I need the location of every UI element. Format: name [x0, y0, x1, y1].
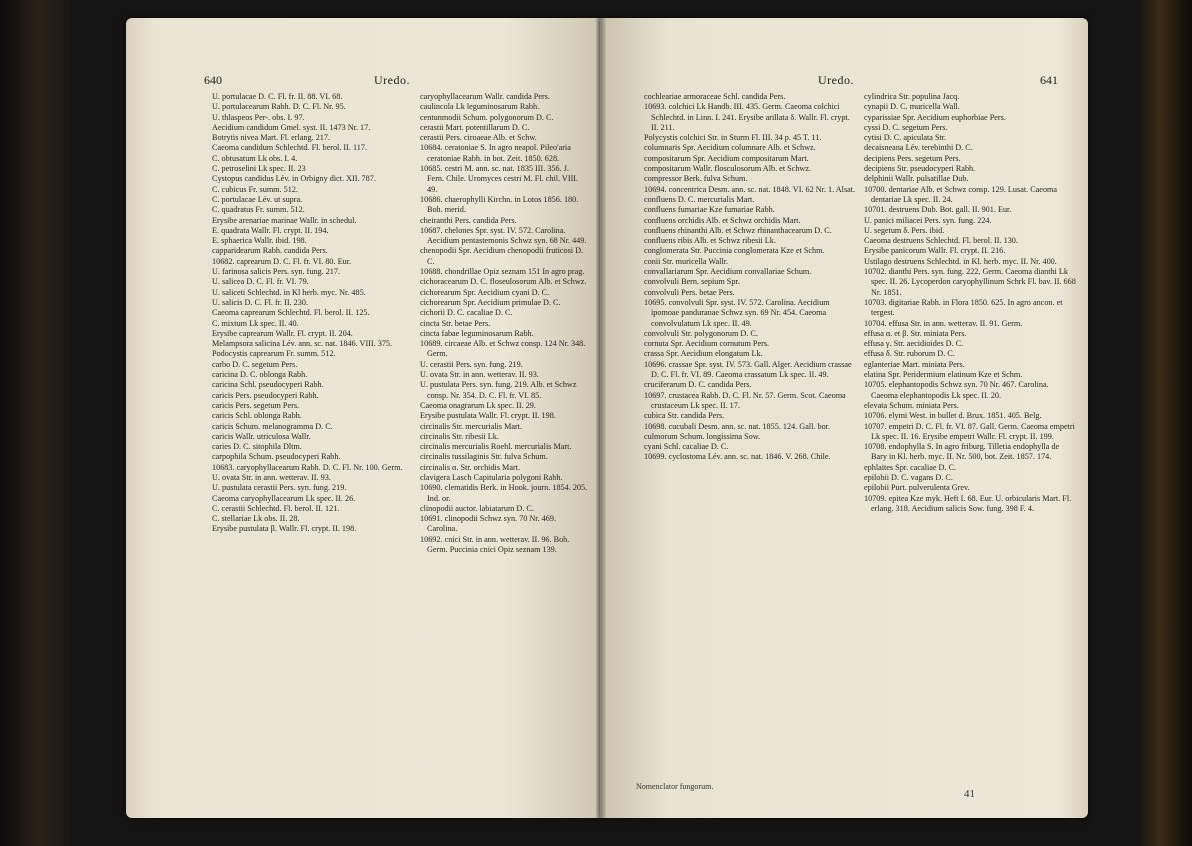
text-line: 10708. endophylla S. In agro friburg. Tilletia endophylla de Bary in Kl. herb. myc. II. Nr. 500, bot. Zeit. 1857. 174. — [864, 442, 1060, 462]
text-line: cynapii D. C. muricella Wall. — [864, 102, 960, 112]
text-line: circinalis α. Str. orchidis Mart. — [420, 462, 521, 472]
text-line: U. pustulata Pers. syn. fung. 219. Alb. et Schwz consp. Nr. 354. D. C. Fl. fr. VI. 85. — [420, 380, 577, 400]
text-line: conglomerata Str. Puccinia conglomerata Kze et Schm. — [644, 246, 825, 256]
text-line: Botrytis nivea Mart. Fl. erlang. 217. — [212, 133, 331, 143]
text-column-2 — [420, 92, 588, 555]
text-line: Erysibe pustulata β. Wallr. Fl. crypt. II. 198. — [212, 524, 357, 534]
text-line: E. sphaerica Wallr. ibid. 198. — [212, 236, 307, 246]
text-line: clinopodii auctor. labiatarum D. C. — [420, 503, 534, 513]
text-line: Erysibe caprearum Wallr. Fl. crypt. II. 204. — [212, 328, 353, 338]
text-line: convallariarum Spr. Aecidium convallariae Schum. — [644, 267, 812, 277]
text-line: caulincola Lk leguminosarum Rabh. — [420, 102, 540, 112]
text-line: cyssi D. C. segetum Pers. — [864, 122, 948, 132]
text-line: U. portulacearum Rabh. D. C. Fl. Nr. 95. — [212, 102, 346, 112]
text-line: Polycystis colchici Str. in Sturm Fl. III. 34 p. 45 T. 11. — [644, 133, 822, 143]
text-line: Caeoma onagrarum Lk spec. II. 29. — [420, 400, 536, 410]
text-line: crucifer​arum D. C. candida Pers. — [644, 380, 752, 390]
text-line: ephlaites Spr. cacaliae D. C. — [864, 462, 957, 472]
text-line: compressor Berk. fulva Schum. — [644, 174, 748, 184]
text-line: 10683. caryophyllacearum Rabh. D. C. Fl. Nr. 100. Germ. — [212, 462, 403, 472]
text-line: caricis Pers. pseudocyperi Rabh. — [212, 390, 319, 400]
text-line: effusa α. et β. Str. miniata Pers. — [864, 328, 967, 338]
text-line: cichorearum Spr. Aecidium primulae D. C. — [420, 297, 561, 307]
text-line: C. stellariae Lk obs. II. 28. — [212, 514, 300, 524]
text-line: U. portulacae D. C. Fl. fr. II. 88. VI. 68. — [212, 92, 343, 101]
text-line: confluens ribis Alb. et Schwz ribesii Lk. — [644, 236, 776, 246]
text-line: cincta fabae leguminosarum Rabh. — [420, 328, 534, 338]
text-line: convolvuli Str. polygonorum D. C. — [644, 328, 758, 338]
text-line: 10704. effusa Str. in ann. wetterav. II. 91. Germ. — [864, 318, 1023, 328]
text-line: 10700. dentariae Alb. et Schwz consp. 129. Lusat. Caeoma dentariae Lk spec. II. 24. — [864, 184, 1058, 204]
text-line: 10692. cnici Str. in ann. wetterav. II. 96. Boh. Germ. Puccinia cnici Opiz seznam 139. — [420, 534, 570, 555]
text-line: Caeoma caprearum Schlechtd. Fl. berol. II. 125. — [212, 308, 370, 318]
text-line: U. pustulata cerastii Pers. syn. fung. 219. — [212, 483, 347, 493]
book-edge-right — [1140, 0, 1192, 846]
text-line: 10693. colchici Lk Handb. III. 435. Germ. Caeoma colchici Schlechtd. in Linn. I. 241. Erysibe arillata δ. Wallr. Fl. crypt. II. 211. — [644, 102, 850, 132]
text-line: caricina D. C. oblonga Rabh. — [212, 370, 308, 380]
right-page — [600, 18, 1088, 818]
text-line: C. portulacae Lév. ut supra. — [212, 194, 303, 204]
text-line: 10685. cestri M. ann. sc. nat. 1835 III. 356. J. Fern. Chile. Uromyces cestri M. Fl. chil. VIII. 49. — [420, 164, 579, 194]
text-line: Erysibe panicorum Wallr. Fl. crypt. II. 216. — [864, 246, 1006, 256]
text-line: 10701. destruens Dub. Bot. gall. II. 901. Eur. — [864, 205, 1012, 215]
text-line: U. salicea D. C. Fl. fr. VI. 79. — [212, 277, 309, 287]
text-line: crassa Spr. Aecidium elongatum Lk. — [644, 349, 763, 359]
text-line: 10690. clematidis Berk. in Hook. journ. 1854. 205. Ind. or. — [420, 483, 588, 503]
text-line: 10702. dianthi Pers. syn. fung. 222, Germ. Caeoma dianthi Lk spec. II. 26. Lycoperdon caryophyllinum Schrk Fl. bav. II. 668 Nr. 1851. — [864, 267, 1076, 297]
text-line: U. saliceti Schlechtd. in Kl herb. myc. Nr. 485. — [212, 287, 366, 297]
text-line: U. farinosa salicis Pers. syn. fung. 217. — [212, 267, 341, 277]
text-line: caricis Schum. melanogramma D. C. — [212, 421, 333, 431]
text-line: conii Str. muricella Wallr. — [644, 256, 729, 266]
text-line: 10691. clinopodii Schwz syn. 70 Nr. 469. Carolina. — [420, 514, 556, 534]
text-line: confluens fumariae Kze fumariae Rabh. — [644, 205, 775, 215]
text-line: 10706. elymi West. in bullet d. Brux. 1851. 405. Belg. — [864, 411, 1042, 421]
text-line: caricis Schl. oblonga Rabh. — [212, 411, 302, 421]
text-line: caricis Pers. segetum Pers. — [212, 400, 300, 410]
text-line: Erysibe arenariae marinae Wallr. in schedul. — [212, 215, 357, 225]
text-line: 10707. empetri D. C. Fl. fr. VI. 87. Gall. Germ. Caeoma empetri Lk spec. II. 16. Erysibe empetri Wallr. Fl. crypt. II. 199. — [864, 421, 1075, 441]
text-line: convolvuli Bern. sepium Spr. — [644, 277, 740, 287]
text-line: U. cerastii Pers. syn. fung. 219. — [420, 359, 523, 369]
text-line: 10705. elephantopodis Schwz syn. 70 Nr. 467. Carolina. Caeoma elephantopodis Lk spec. II. 20. — [864, 380, 1049, 400]
text-line: cheiranthi Pers. candida Pers. — [420, 215, 517, 225]
text-line: decipiens Str. pseudocyperi Rabh. — [864, 164, 976, 174]
book-gutter — [596, 18, 606, 818]
text-line: U. ovata Str. in ann. wetterav. II. 93. — [420, 370, 539, 380]
text-line: compositarum Wallr. flosculosorum Alb. et Schwz. — [644, 164, 812, 174]
signature-mark: Nomenclator fungorum. — [636, 782, 714, 791]
text-line: C. mixtum Lk spec. II. 40. — [212, 318, 299, 328]
text-line: confluens orchidis Alb. et Schwz orchidis Mart. — [644, 215, 801, 225]
text-line: elatina Spr. Peridermium elatinum Kze et Schm. — [864, 370, 1023, 380]
text-line: cyparissiae Spr. Aecidium euphorbiae Pers. — [864, 112, 1006, 122]
text-line: Erysibe pustulata Wallr. Fl. crypt. II. 198. — [420, 411, 556, 421]
text-line: U. segetum δ. Pers. ibid. — [864, 225, 945, 235]
text-column-2 — [864, 92, 1076, 514]
text-line: clavigera Lasch Capitularia polygoni Rabh. — [420, 472, 563, 482]
text-line: cylindrica Str. populina Jacq. — [864, 92, 960, 101]
text-line: epilobii Purt. pulverulenta Grev. — [864, 483, 970, 493]
text-line: cerastii Pers. ciroaeae Alb. et Schw. — [420, 133, 537, 143]
text-line: U. ovata Str. in ann. wetterav. II. 93. — [212, 472, 331, 482]
text-line: U. salicis D. C. Fl. fr. II. 230. — [212, 297, 308, 307]
text-line: compositarum Spr. Aecidium compositarum Mart. — [644, 153, 809, 163]
text-line: 10699. cyclostoma Lév. ann. sc. nat. 1846. V. 268. Chile. — [644, 452, 831, 462]
left-page — [126, 18, 600, 818]
text-line: cerastii Mart. potentillarum D. C. — [420, 122, 530, 132]
text-line: C. cerastii Schlechtd. Fl. berol. II. 121. — [212, 503, 340, 513]
text-line: caricina Schl. pseudocyperi Rabh. — [212, 380, 324, 390]
text-line: circinalis mercurialis Roehl. mercurialis Mart. — [420, 442, 572, 452]
text-line: cichorii D. C. cacaliae D. C. — [420, 308, 513, 318]
text-line: cornuta Spr. Aecidium cornutum Pers. — [644, 339, 770, 349]
text-line: Aecidium candidum Gmel. syst. II. 1473 Nr. 17. — [212, 122, 371, 132]
text-line: cichoracearum D. C. floseulosorum Alb. et Schwz. — [420, 277, 587, 287]
text-line: Ustilago destruens Schlechtd. in Kl. herb. myc. II. Nr. 400. — [864, 256, 1057, 266]
text-line: carpophila Schum. pseudocyperi Rabh. — [212, 452, 341, 462]
text-line: 10684. ceratoniae S. In agro neapol. Pileo'aria ceratoniae Rabh. in bot. Zeit. 1850. 628. — [420, 143, 571, 163]
page-number: 641 — [1040, 73, 1058, 87]
text-line: delphinii Wallr. pulsatillae Dub. — [864, 174, 969, 184]
text-line: Cystopus candidus Lév. in Orbigny dict. XII. 787. — [212, 174, 376, 184]
text-line: 10689. circaeae Alb. et Schwz consp. 124 Nr. 348. Germ. — [420, 339, 586, 359]
text-line: Caeoma caryophyllacearum Lk spec. II. 26. — [212, 493, 356, 503]
text-line: caries D. C. sitophila Dltm. — [212, 442, 302, 452]
text-line: cyani Schl. cacaliae D. C. — [644, 442, 729, 452]
text-line: eglanteriae Mart. miniata Pers. — [864, 359, 965, 369]
text-line: Melampsora salicina Lév. ann. sc. nat. 1846. VIII. 375. — [212, 339, 393, 349]
text-line: circinalis tussilaginis Str. fulva Schum. — [420, 452, 548, 462]
sheet-number: 41 — [964, 788, 975, 800]
text-column-1 — [644, 92, 856, 463]
text-line: 10703. digitariae Rabh. in Flora 1850. 625. In agro ancon. et tergest. — [864, 297, 1063, 318]
text-line: 10682. caprearum D. C. Fl. fr. VI. 80. Eur. — [212, 256, 352, 266]
text-line: confluens D. C. mercurialis Mart. — [644, 194, 755, 204]
text-line: C. quadratus Fr. summ. 512. — [212, 205, 305, 215]
text-line: cincta Str. betae Pers. — [420, 318, 491, 328]
text-line: capparidearum Rabh. candida Pers. — [212, 246, 328, 256]
text-line: 10709. epitea Kze myk. Heft I. 68. Eur. U. orbicularis Mart. Fl. erlang. 318. Aecidium salicis Sow. fung. 398 F. 4. — [864, 493, 1072, 513]
book-edge-left — [0, 0, 70, 846]
text-line: Podocystis caprearum Fr. summ. 512. — [212, 349, 336, 359]
text-line: U. panici miliacei Pers. syn. fung. 224. — [864, 215, 992, 225]
text-line: chenopodii Spr. Aecidium chenopodii fruticosi D. C. — [420, 246, 584, 266]
text-line: 10686. chaerophylli Kirchn. in Lotos 1856. 180. Boh. merid. — [420, 194, 579, 215]
text-line: decaisneana Lév. terebinthi D. C. — [864, 143, 973, 153]
text-line: circinalis Str. ribesii Lk. — [420, 431, 499, 441]
text-line: 10697. crustacea Rabh. D. C. Fl. Nr. 57. Germ. Scot. Caeoma crustaceum Lk spec. II. 17. — [644, 390, 846, 410]
text-line: effusa δ. Str. ruborum D. C. — [864, 349, 955, 359]
text-line: circinalis Str. mercurialis Mart. — [420, 421, 523, 431]
text-line: C. obtusatum Lk obs. I. 4. — [212, 153, 298, 163]
text-line: elevata Schum. miniata Pers. — [864, 400, 959, 410]
text-line: confluens rhinanthi Alb. et Schwz rhinanthacearum D. C. — [644, 225, 832, 235]
text-line: cichorearum Spr. Aecidium cyani D. C. — [420, 287, 550, 297]
text-line: 10696. crassae Spr. syst. IV. 573. Gall. Alger. Aecidium crassae D. C. Fl. fr. VI. 89. Caeoma crassatum Lk spec. II. 49. — [644, 359, 852, 380]
text-line: cubica Str. candida Pers. — [644, 411, 725, 421]
text-line: 10698. cucubali Desm. ann. sc. nat. 1855. 124. Gall. bor. — [644, 421, 831, 431]
text-line: 10695. convolvuli Spr. syst. IV. 572. Carolina. Aecidium ipomoae panduranae Schwz syn. 69 Nr. 454. Caeoma convolvulatum Lk spec. II. 49. — [644, 297, 830, 328]
text-line: 10688. chondrillae Opiz seznam 151 In agro prag. — [420, 267, 585, 277]
text-line: Caeoma candidum Schlechtd. Fl. berol. II. 117. — [212, 143, 367, 153]
text-line: columnaris Spr. Aecidium columnare Alb. et Schwz. — [644, 143, 816, 153]
text-line: convolvuli Pers. betae Pers. — [644, 287, 735, 297]
text-line: caryophyllacearum Wallr. candida Pers. — [420, 92, 550, 101]
running-head: Uredo. — [374, 73, 410, 87]
text-line: U. thlaspeos Per-. obs. I. 97. — [212, 112, 305, 122]
text-line: decipiens Pers. segetum Pers. — [864, 153, 961, 163]
text-line: caricis Wallr. utriculosa Wallr. — [212, 431, 311, 441]
text-line: C. cubicus Fr. summ. 512. — [212, 184, 298, 194]
text-column-1 — [212, 92, 412, 535]
text-line: cytisi D. C. apiculata Str. — [864, 133, 947, 143]
text-line: carbo D. C. segetum Pers. — [212, 359, 298, 369]
text-line: 10694. concentrica Desm. ann. sc. nat. 1848. VI. 62 Nr. 1. Alsat. — [644, 184, 856, 194]
running-head: Uredo. — [818, 73, 854, 87]
text-line: cochleariae armoraceae Schl. candida Pers. — [644, 92, 786, 101]
page-number: 640 — [204, 73, 222, 87]
text-line: centunmodii Schum. polygonorum D. C. — [420, 112, 554, 122]
text-line: C. petroselini Lk spec. II. 23 — [212, 164, 306, 174]
text-line: Caeoma destruens Schlechtd. Fl. berol. II. 130. — [864, 236, 1018, 246]
text-line: effusa γ. Str. aecidioides D. C. — [864, 339, 964, 349]
text-line: epilobii D. C. vagans D. C. — [864, 472, 953, 482]
text-line: culmorum Schum. longissima Sow. — [644, 431, 761, 441]
text-line: E. quadrata Wallr. Fl. crypt. II. 194. — [212, 225, 329, 235]
text-line: 10687. chelones Spr. syst. IV. 572. Carolina. Aecidium pentastemonis Schwz syn. 68 Nr. 449. — [420, 225, 587, 246]
